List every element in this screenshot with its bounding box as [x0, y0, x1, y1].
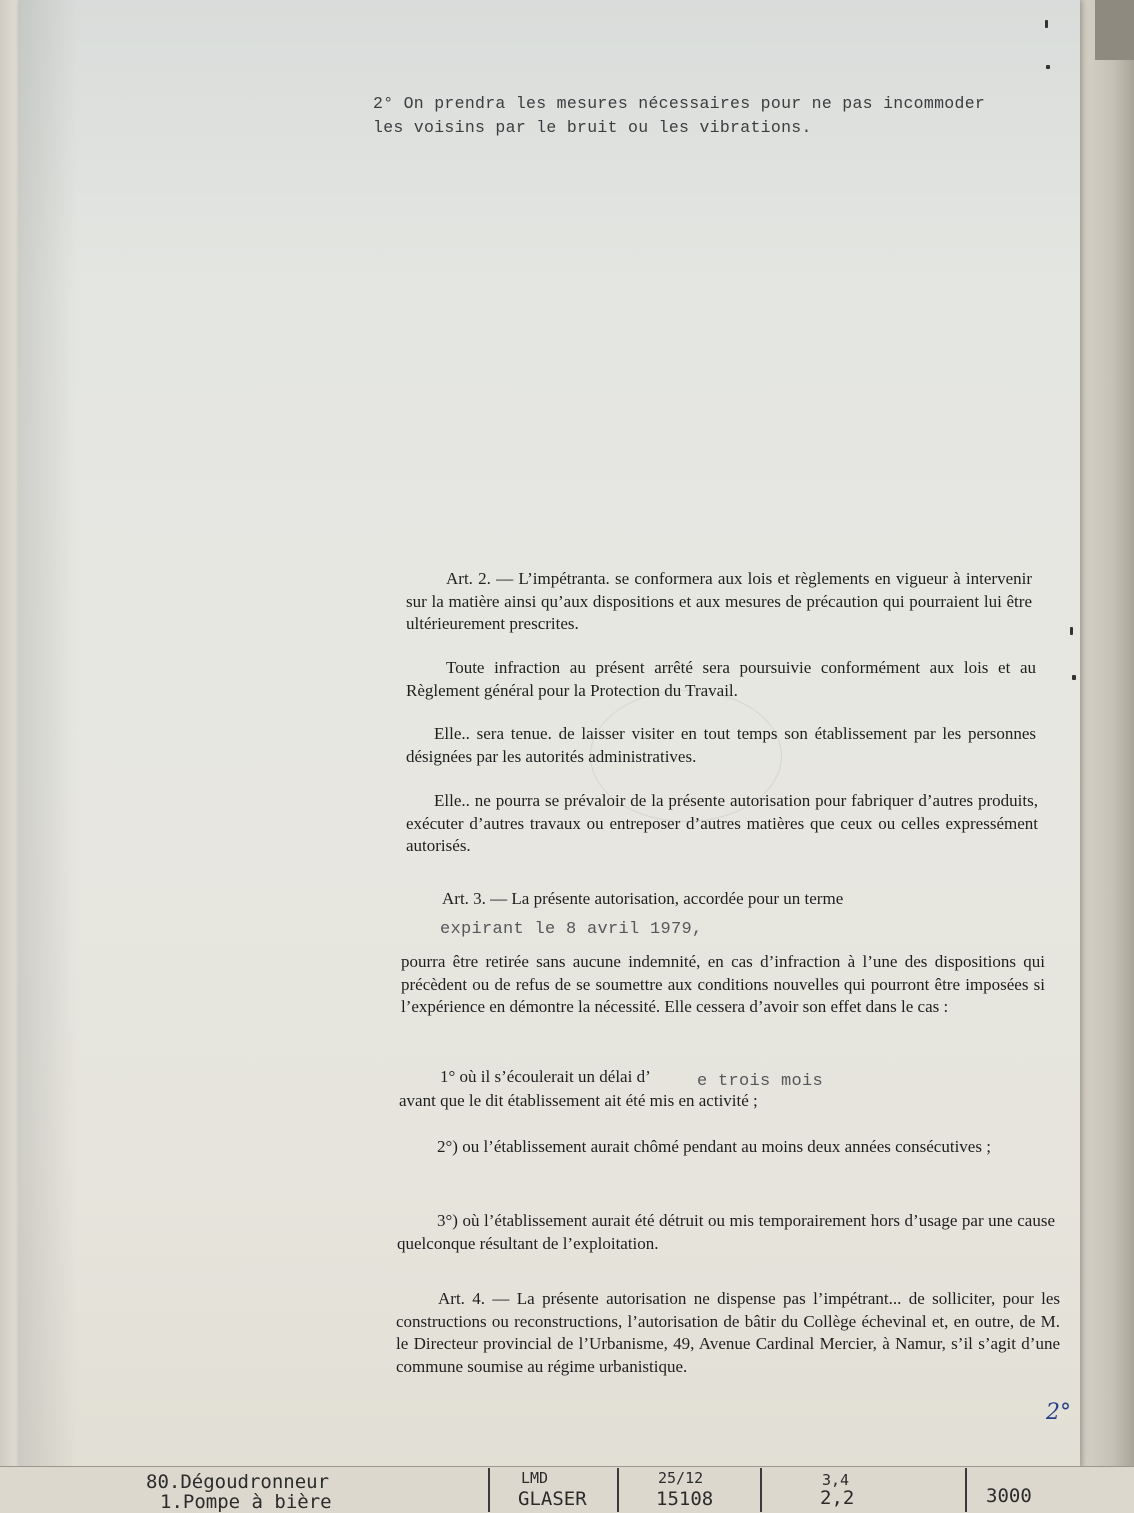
handwritten-note: 2°	[1046, 1400, 1071, 1425]
strip-col2-line1: LMD	[521, 1469, 549, 1487]
typed-line-2: les voisins par le bruit ou les vibrations.	[373, 118, 812, 137]
top-right-shadow	[1095, 0, 1134, 60]
page-fold-shadow	[18, 0, 78, 1468]
article-3-typed-term: expirant le 8 avril 1979,	[440, 920, 703, 939]
strip-col5: 3000	[986, 1485, 1032, 1507]
article-2-paragraph-2	[406, 657, 1036, 702]
strip-divider	[965, 1468, 967, 1512]
strip-col1-line1: 80.Dégoudronneur	[146, 1471, 330, 1493]
margin-mark	[1045, 20, 1048, 28]
article-3-item-3	[397, 1210, 1055, 1255]
article-3-body: pourra être retirée sans aucune indemnité, en cas d’infraction à l’une des dispositions qui précèdent ou de refus de se soumettre aux conditions nouvelles qui pourront être imposées si l’expérience en démontre la nécessité. Elle cessera d’avoir son effet dans le cas :	[401, 952, 1045, 1016]
article-2-text-1: Art. 2. — L’impétranta. se conformera aux lois et règlements en vigueur à intervenir sur la matière ainsi qu’aux dispositions et aux mesures de précaution qui pourraient lui être ultérieurement prescrites.	[406, 569, 1032, 633]
typed-line-1: 2° On prendra les mesures nécessaires pour ne pas incommoder	[373, 94, 986, 113]
article-2-text-3: Elle.. sera tenue. de laisser visiter en tout temps son établissement par les personnes désignées par les autorités administratives.	[406, 724, 1036, 766]
left-page-edge	[0, 0, 20, 1512]
article-2-paragraph-4	[406, 790, 1038, 858]
article-3-item-1-a: 1° où il s’écoulerait un délai d’	[440, 1067, 651, 1086]
article-2-text-4: Elle.. ne pourra se prévaloir de la présente autorisation pour fabriquer d’autres produits, exécuter d’autres travaux ou entreposer d’autres matières que ceux ou celles expressément autorisés.	[406, 791, 1038, 855]
strip-col3-line2: 15108	[656, 1488, 714, 1510]
article-4	[396, 1288, 1060, 1378]
article-2-paragraph-3	[406, 723, 1036, 768]
article-4-text: Art. 4. — La présente autorisation ne dispense pas l’impétrant... de solliciter, pour les constructions ou reconstructions, l’autorisation de bâtir du Collège échevinal et, en outre, de M. le Directeur provincial de l’Urbanisme, 49, Avenue Cardinal Mercier, à Namur, s’il s’agit d’une commune soumise au régime urbanistique.	[396, 1289, 1060, 1376]
article-3-item-3-text: 3°) où l’établissement aurait été détruit ou mis temporairement hors d’usage par une cause quelconque résultant de l’exploitation.	[397, 1211, 1055, 1253]
margin-mark	[1070, 627, 1073, 635]
strip-col1-line2: 1.Pompe à bière	[160, 1491, 332, 1513]
article-2-text-2: Toute infraction au présent arrêté sera poursuivie conformément aux lois et au Règlement général pour la Protection du Travail.	[406, 658, 1036, 700]
strip-divider	[488, 1468, 490, 1512]
strip-col4-line2: 2,2	[820, 1487, 855, 1509]
strip-col4-line1: 3,4	[822, 1471, 850, 1489]
article-3-item-1-typed: e trois mois	[697, 1072, 824, 1091]
article-2-paragraph-1	[406, 568, 1032, 636]
article-3-item-1-b: avant que le dit établissement ait été mis en activité ;	[399, 1091, 758, 1110]
strip-divider	[760, 1468, 762, 1512]
article-3-item-2	[397, 1136, 1052, 1159]
article-3-item-2-text: 2°) ou l’établissement aurait chômé pendant au moins deux années consécutives ;	[437, 1137, 991, 1156]
margin-mark	[1046, 65, 1050, 69]
strip-col2-line2: GLASER	[518, 1488, 587, 1510]
article-3-intro: Art. 3. — La présente autorisation, accordée pour un terme	[442, 889, 844, 908]
margin-mark	[1072, 675, 1076, 680]
strip-col3-line1: 25/12	[658, 1469, 704, 1487]
strip-divider	[617, 1468, 619, 1512]
